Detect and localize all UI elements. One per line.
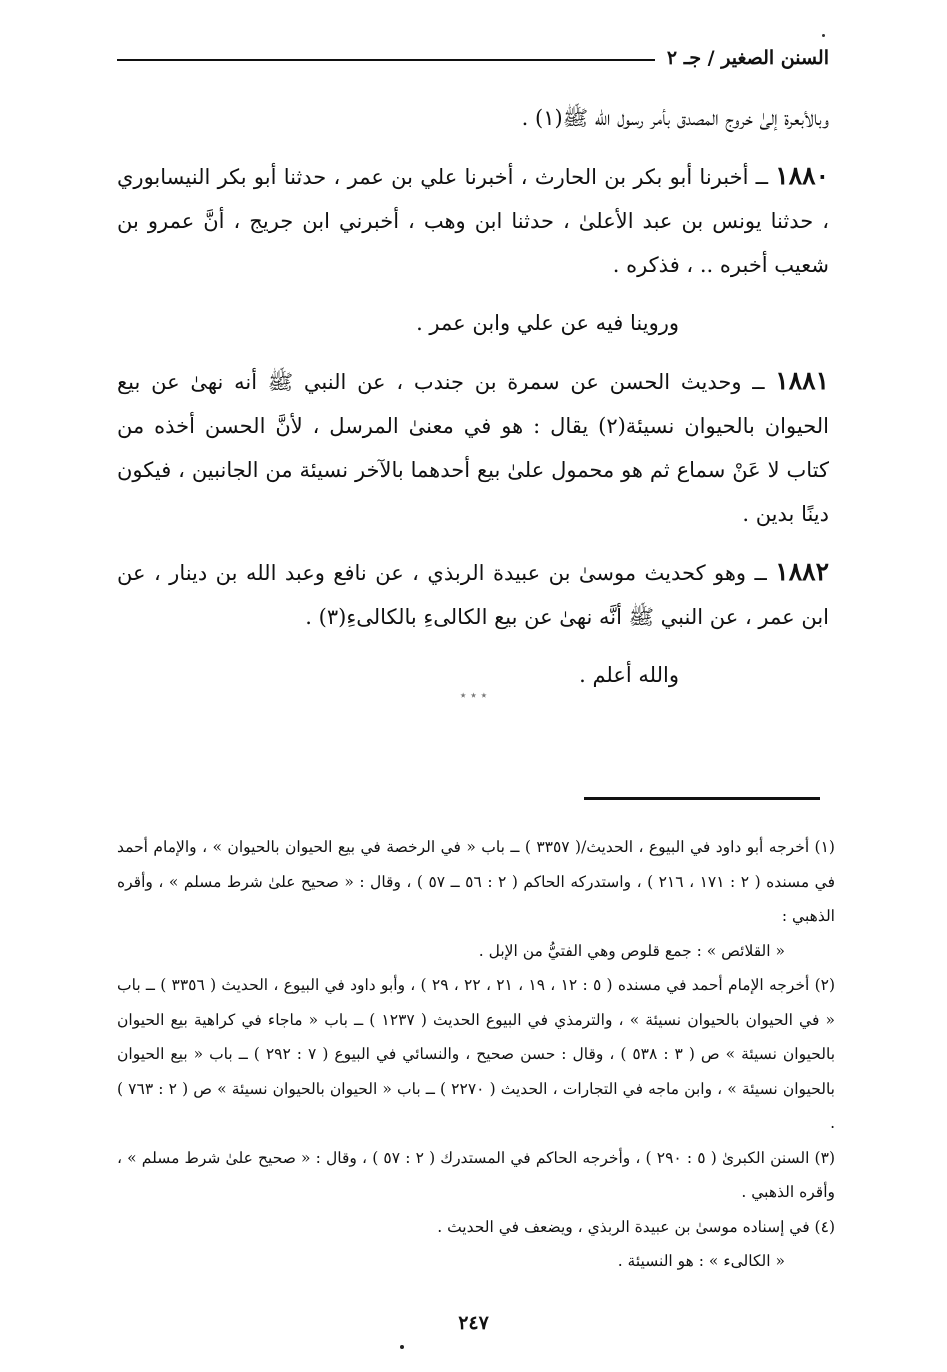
hadith-1880 <box>117 154 829 287</box>
print-speck <box>400 1345 404 1349</box>
hadith-number: ١٨٨٢ <box>775 557 829 586</box>
page-number: ٢٤٧ <box>458 1312 489 1334</box>
continuation-paragraph: وبالأبعرة إلىٰ خروج المصدق بأمر رسول الله ﷺ(١) . <box>521 106 829 130</box>
header-rule <box>117 59 655 61</box>
closing-paragraph: والله أعلم . <box>579 663 679 687</box>
running-header <box>117 40 829 76</box>
hadith-number: ١٨٨٠ <box>775 161 829 190</box>
footnote-4: (٤) في إسناده موسىٰ بن عبيدة الربذي ، ويضعف في الحديث . <box>437 1217 835 1236</box>
print-speck <box>822 34 825 37</box>
section-divider: ٭ ٭ ٭ <box>459 688 488 702</box>
footnote-4-note: « الكالىء » : هو النسيئة . <box>617 1252 785 1270</box>
footnote-1: (١) أخرجه أبو داود في البيوع ، الحديث/( ٣٣٥٧ ) ــ باب « في الرخصة في بيع الحيوان بالحيوان » ، والإمام أحمد في مسنده ( ٢ : ١٧١ ، ٢١٦ ) ، واستدركه الحاكم ( ٢ : ٥٦ ــ ٥٧ ) ، وقال : « صحيح علىٰ شرط مسلم » ، وأقره الذهبي : <box>117 838 835 925</box>
footnote-1-note: « القلائص » : جمع قلوص وهي الفتيُّ من الإبل . <box>478 941 785 960</box>
hadith-1882 <box>117 550 829 639</box>
hadith-text: ــ أخبرنا أبو بكر بن الحارث ، أخبرنا علي بن عمر ، حدثنا أبو بكر النيسابوري ، حدثنا يونس بن عبد الأعلىٰ ، حدثنا ابن وهب ، أخبرني ابن جريج ، أنَّ عمرو بن شعيب أخبره .. ، فذكره . <box>117 165 829 277</box>
footnote-rule <box>584 797 820 800</box>
footnotes <box>117 830 835 1279</box>
hadith-text: ــ وهو كحديث موسىٰ بن عبيدة الربذي ، عن نافع وعبد الله بن دينار ، عن ابن عمر ، عن النبي ﷺ أنَّه نهىٰ عن بيع الكالىءِ بالكالىءِ(٣) . <box>117 561 829 629</box>
hadith-text: ــ وحديث الحسن عن سمرة بن جندب ، عن النبي ﷺ أنه نهىٰ عن بيع الحيوان بالحيوان نسيئة(٢) يقال : هو في معنىٰ المرسل ، لأنَّ الحسن أخذه من كتاب لا عَنْ سماع ثم هو محمول علىٰ بيع أحدهما بالآخر نسيئة من الجانبين ، فيكون دينًا بدين . <box>117 370 829 526</box>
footnote-3: (٣) السنن الكبرىٰ ( ٥ : ٢٩٠ ) ، وأخرجه الحاكم في المستدرك ( ٢ : ٥٧ ) ، وقال : « صحيح علىٰ شرط مسلم » ، وأقره الذهبي . <box>117 1148 835 1201</box>
hadith-1881 <box>117 359 829 536</box>
running-title: السنن الصغير / جـ ٢ <box>666 47 829 69</box>
hadith-number: ١٨٨١ <box>775 366 829 395</box>
footnote-2: (٢) أخرجه الإمام أحمد في مسنده ( ٥ : ١٢ ، ١٩ ، ٢١ ، ٢٢ ، ٢٩ ) ، وأبو داود في البيوع ، الحديث ( ٣٣٥٦ ) ــ باب « في الحيوان بالحيوان نسيئة » ، والترمذي في البيوع الحديث ( ١٢٣٧ ) ــ باب « ماجاء في كراهية بيع الحيوان بالحيوان نسيئة » ص ( ٣ : ٥٣٨ ) ، وقال : حسن صحيح ، والنسائي في البيوع ( ٧ : ٢٩٢ ) ــ باب « بيع الحيوان بالحيوان نسيئة » ، وابن ماجه في التجارات ، الحديث ( ٢٢٧٠ ) ــ باب « الحيوان بالحيوان نسيئة » ص ( ٢ : ٧٦٣ ) . <box>117 976 836 1132</box>
riwayah-paragraph: وروينا فيه عن علي وابن عمر . <box>416 311 679 335</box>
main-text <box>117 96 829 711</box>
